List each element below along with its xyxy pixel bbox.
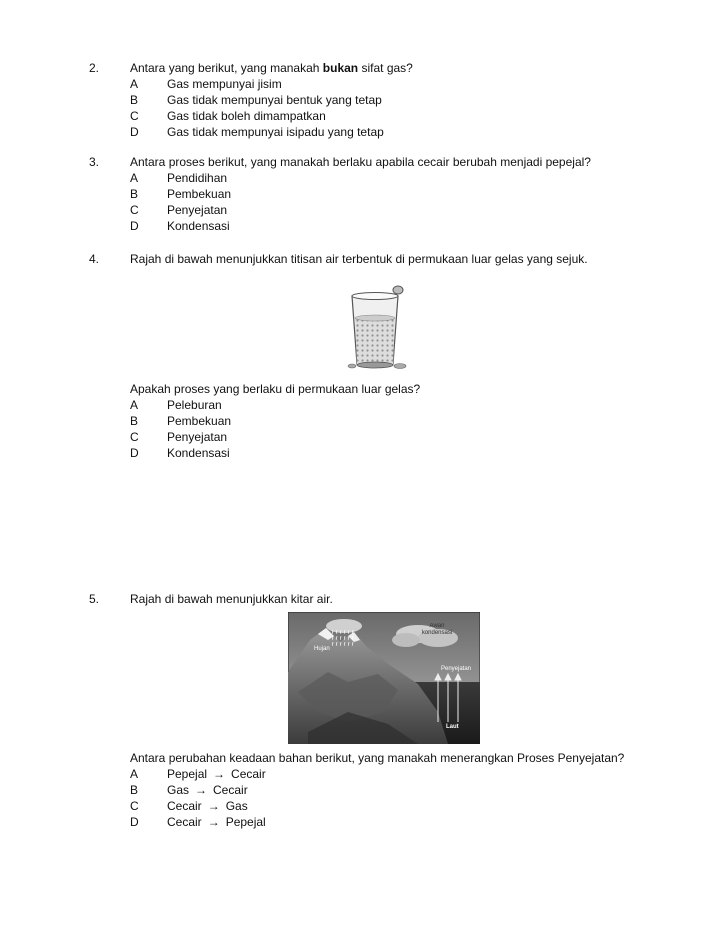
option-c[interactable]: C Penyejatan [130,430,228,444]
question-sub-stem: Apakah proses yang berlaku di permukaan luar gelas? [130,382,421,396]
option-b[interactable]: B Gas → Cecair [130,783,248,797]
option-b[interactable]: B Pembekuan [130,414,232,428]
option-a[interactable]: A Gas mempunyai jisim [130,77,282,91]
option-d[interactable]: D Cecair → Pepejal [130,815,266,829]
label-sea: Laut [446,724,459,730]
arrow-icon: → [195,783,208,797]
option-c[interactable]: C Cecair → Gas [130,799,248,813]
question-2 [0,60,728,140]
label-evaporation: Penyejatan [441,666,472,672]
question-number: 4. [89,252,100,266]
option-b[interactable]: B Gas tidak mempunyai bentuk yang tetap [130,93,382,107]
question-stem: Antara proses berikut, yang manakah berlaku apabila cecair berubah menjadi pepejal? [130,155,591,169]
option-c[interactable]: C Penyejatan [130,203,228,217]
question-number: 3. [89,155,100,169]
option-a[interactable]: A Peleburan [130,398,222,412]
option-b[interactable]: B Pembekuan [130,187,232,201]
question-5-options [0,750,728,830]
question-stem: Antara yang berikut, yang manakah bukan sifat gas? [130,61,413,75]
arrow-icon: → [207,815,220,829]
option-c[interactable]: C Gas tidak boleh dimampatkan [130,109,326,123]
question-stem: Rajah di bawah menunjukkan kitar air. [130,592,333,606]
label-cloud: Awan kondensasi [421,623,453,636]
question-4 [0,251,728,267]
question-number: 2. [89,61,100,75]
arrow-icon: → [207,799,220,813]
question-number: 5. [89,592,100,606]
label-rain: Hujan [314,646,330,652]
question-5 [0,591,728,607]
arrow-icon: → [213,767,226,781]
question-3 [0,154,728,234]
option-d[interactable]: D Kondensasi [130,219,230,233]
question-4-options [0,381,728,461]
cold-glass-figure [340,278,420,373]
option-d[interactable]: D Kondensasi [130,446,230,460]
question-sub-stem: Antara perubahan keadaan bahan berikut, yang manakah menerangkan Proses Penyejatan? [130,751,625,765]
option-d[interactable]: D Gas tidak mempunyai isipadu yang tetap [130,125,384,139]
water-cycle-figure [288,612,480,744]
question-stem: Rajah di bawah menunjukkan titisan air terbentuk di permukaan luar gelas yang sejuk. [130,252,588,266]
option-a[interactable]: A Pepejal → Cecair [130,767,266,781]
option-a[interactable]: A Pendidihan [130,171,228,185]
